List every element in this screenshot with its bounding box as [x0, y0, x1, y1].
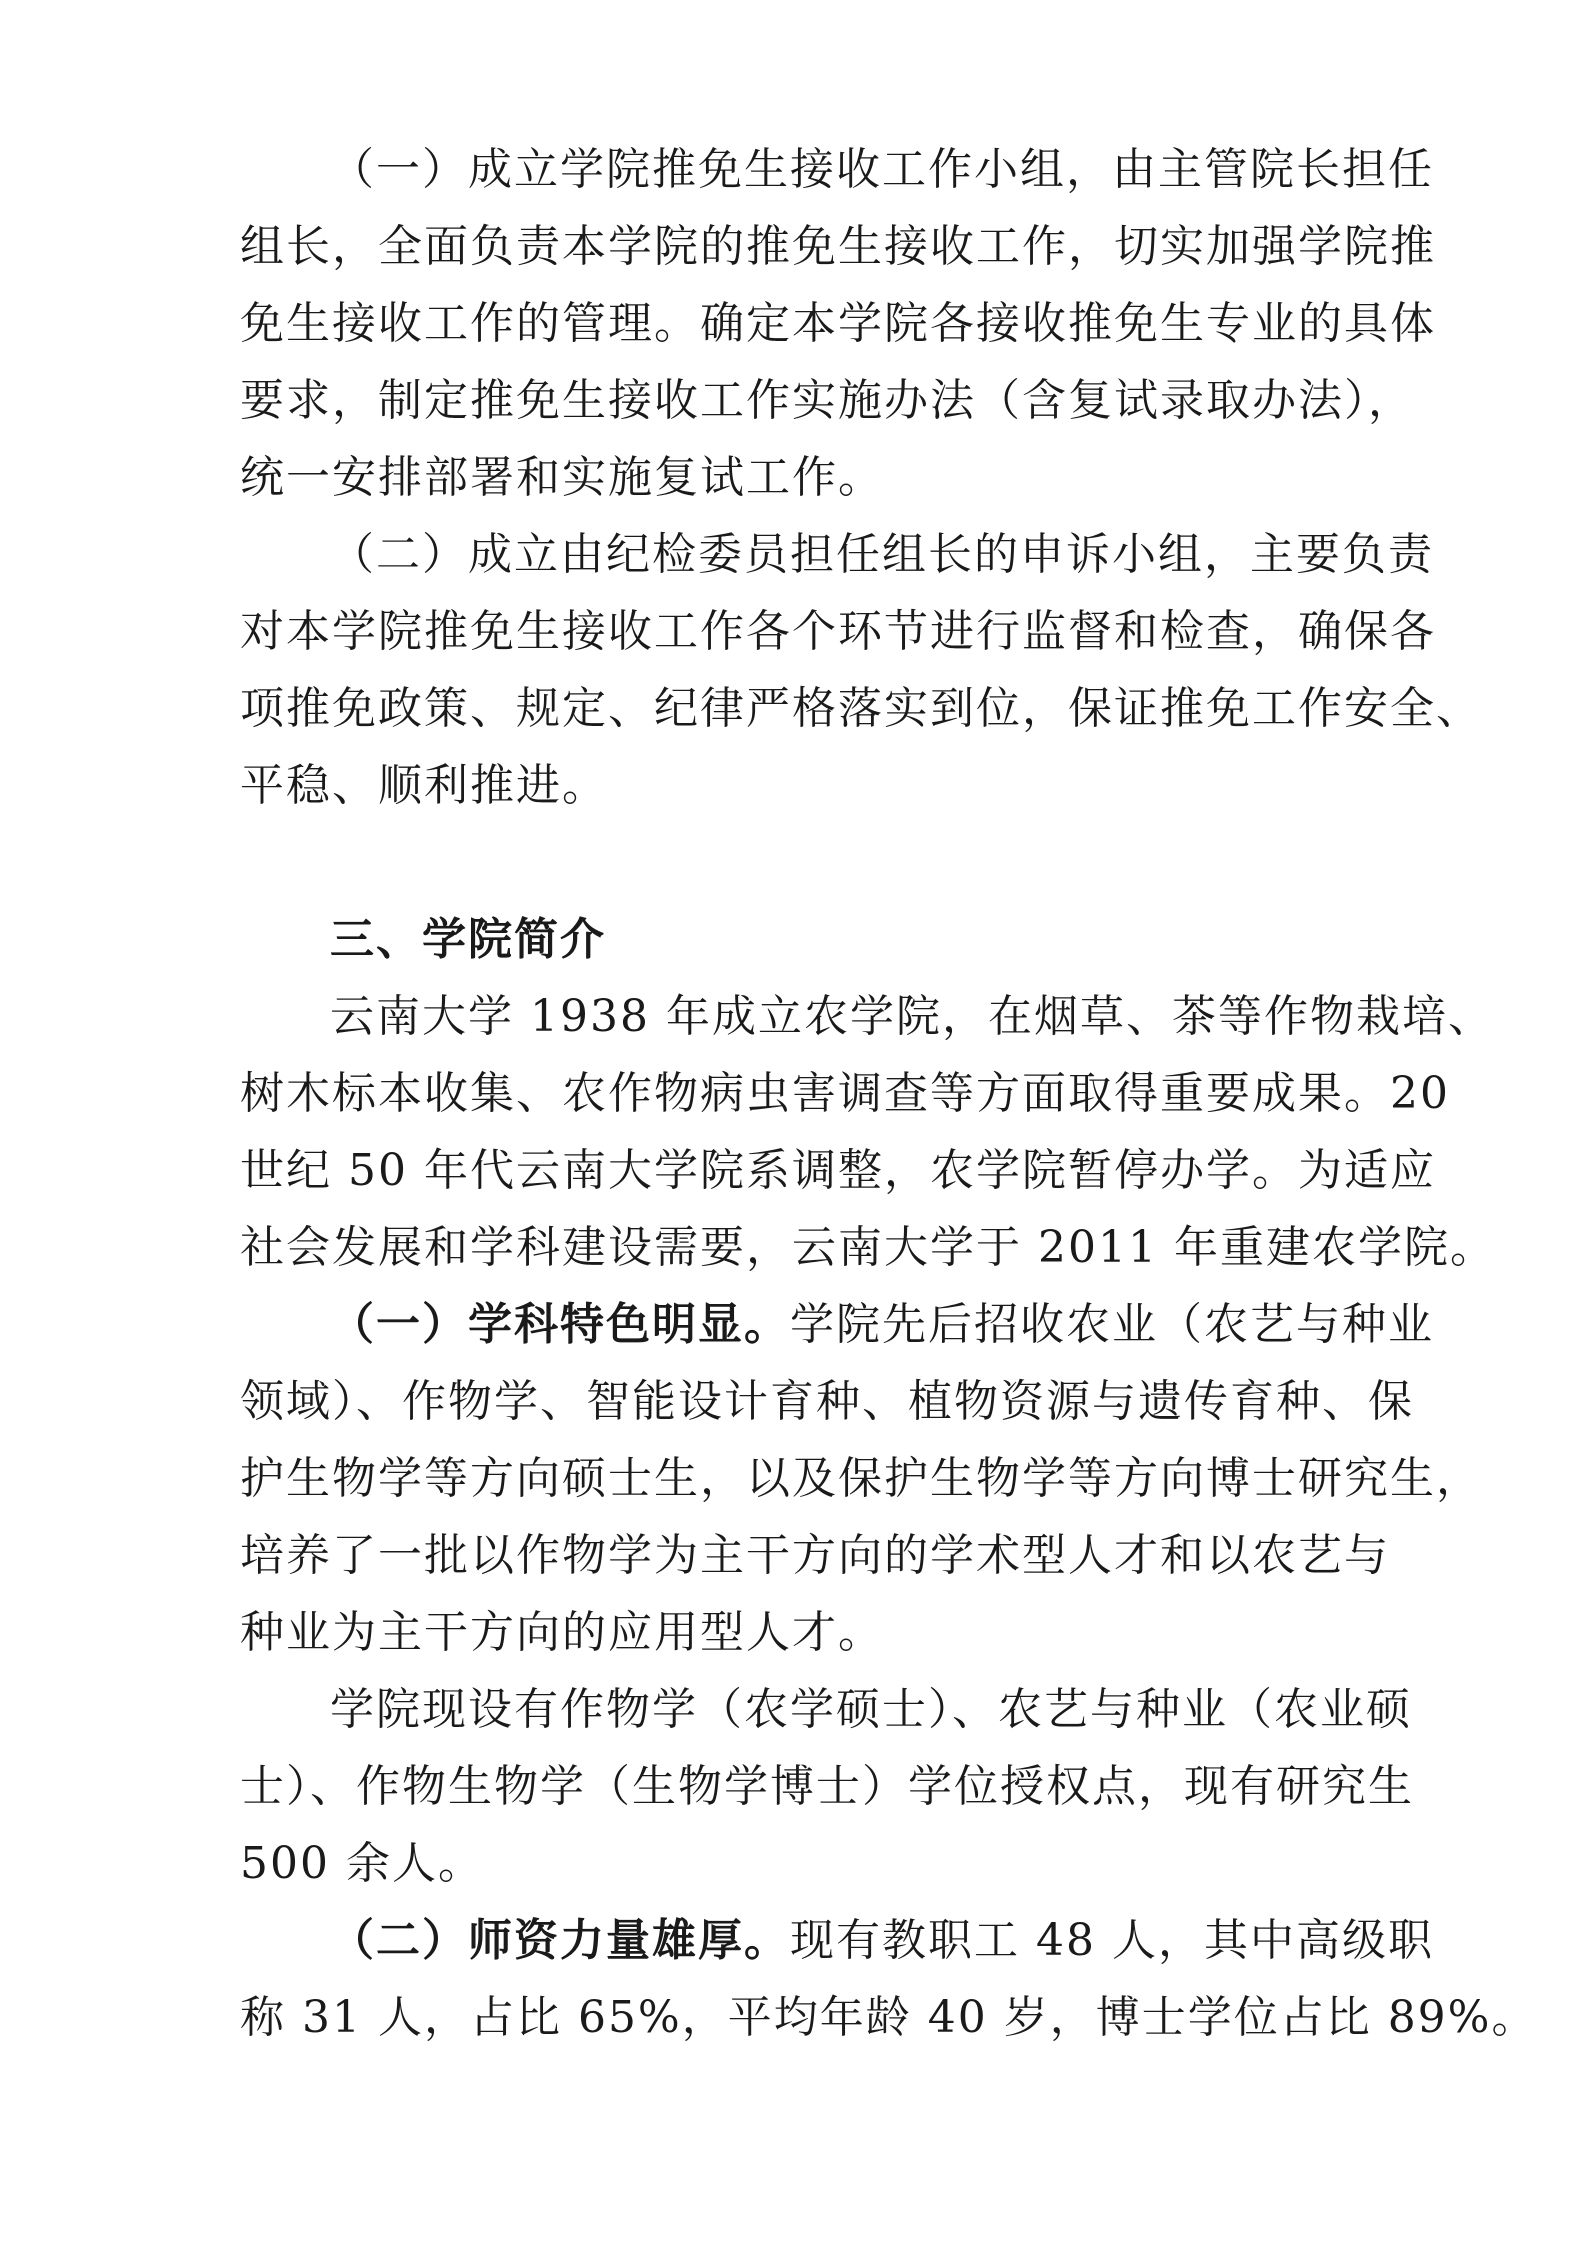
text-line: 世纪 50 年代云南大学院系调整，农学院暂停办学。为适应	[240, 1145, 1436, 1196]
text-line: 称 31 人，占比 65%，平均年龄 40 岁，博士学位占比 89%。	[240, 1992, 1538, 2043]
text-line: （一）成立学院推免生接收工作小组，由主管院长担任	[330, 144, 1434, 195]
text-line: 免生接收工作的管理。确定本学院各接收推免生专业的具体	[240, 298, 1436, 349]
bold-lead: （一）学科特色明显。	[330, 1299, 790, 1350]
text-line	[240, 1286, 1434, 1363]
bold-lead: （二）师资力量雄厚。	[330, 1915, 790, 1966]
text-line: 要求，制定推免生接收工作实施办法（含复试录取办法），	[240, 375, 1414, 426]
paragraph-appeal-group	[240, 516, 1482, 824]
text-line: 平稳、顺利推进。	[240, 760, 608, 811]
paragraph-working-group	[240, 131, 1436, 516]
text-line-rest: 学院先后招收农业（农艺与种业	[790, 1299, 1434, 1350]
text-line: 领域）、作物学、智能设计育种、植物资源与遗传育种、保	[240, 1376, 1414, 1427]
text-line: 组长，全面负责本学院的推免生接收工作，切实加强学院推	[240, 221, 1436, 272]
paragraph-discipline-features	[240, 1286, 1482, 1671]
paragraph-faculty-strength	[240, 1902, 1538, 2056]
text-line: 500 余人。	[240, 1838, 484, 1889]
section-heading: 三、学院简介	[330, 914, 606, 965]
text-line	[240, 1902, 1434, 1979]
text-line: 学院现设有作物学（农学硕士）、农艺与种业（农业硕	[330, 1684, 1412, 1735]
text-line: 树木标本收集、农作物病虫害调查等方面取得重要成果。20	[240, 1068, 1450, 1119]
text-line-rest: 现有教职工 48 人，其中高级职	[790, 1915, 1434, 1966]
text-line: 统一安排部署和实施复试工作。	[240, 452, 884, 503]
text-line: （二）成立由纪检委员担任组长的申诉小组，主要负责	[330, 529, 1434, 580]
text-line: 士）、作物生物学（生物学博士）学位授权点，现有研究生	[240, 1761, 1414, 1812]
paragraph-college-history	[240, 978, 1496, 1286]
text-line: 种业为主干方向的应用型人才。	[240, 1607, 884, 1658]
text-line: 社会发展和学科建设需要，云南大学于 2011 年重建农学院。	[240, 1222, 1496, 1273]
text-line: 项推免政策、规定、纪律严格落实到位，保证推免工作安全、	[240, 683, 1482, 734]
paragraph-degree-programs	[240, 1671, 1414, 1902]
text-line: 云南大学 1938 年成立农学院，在烟草、茶等作物栽培、	[330, 991, 1494, 1042]
text-line: 培养了一批以作物学为主干方向的学术型人才和以农艺与	[240, 1530, 1390, 1581]
text-line: 对本学院推免生接收工作各个环节进行监督和检查，确保各	[240, 606, 1436, 657]
text-line: 护生物学等方向硕士生，以及保护生物学等方向博士研究生，	[240, 1453, 1482, 1504]
